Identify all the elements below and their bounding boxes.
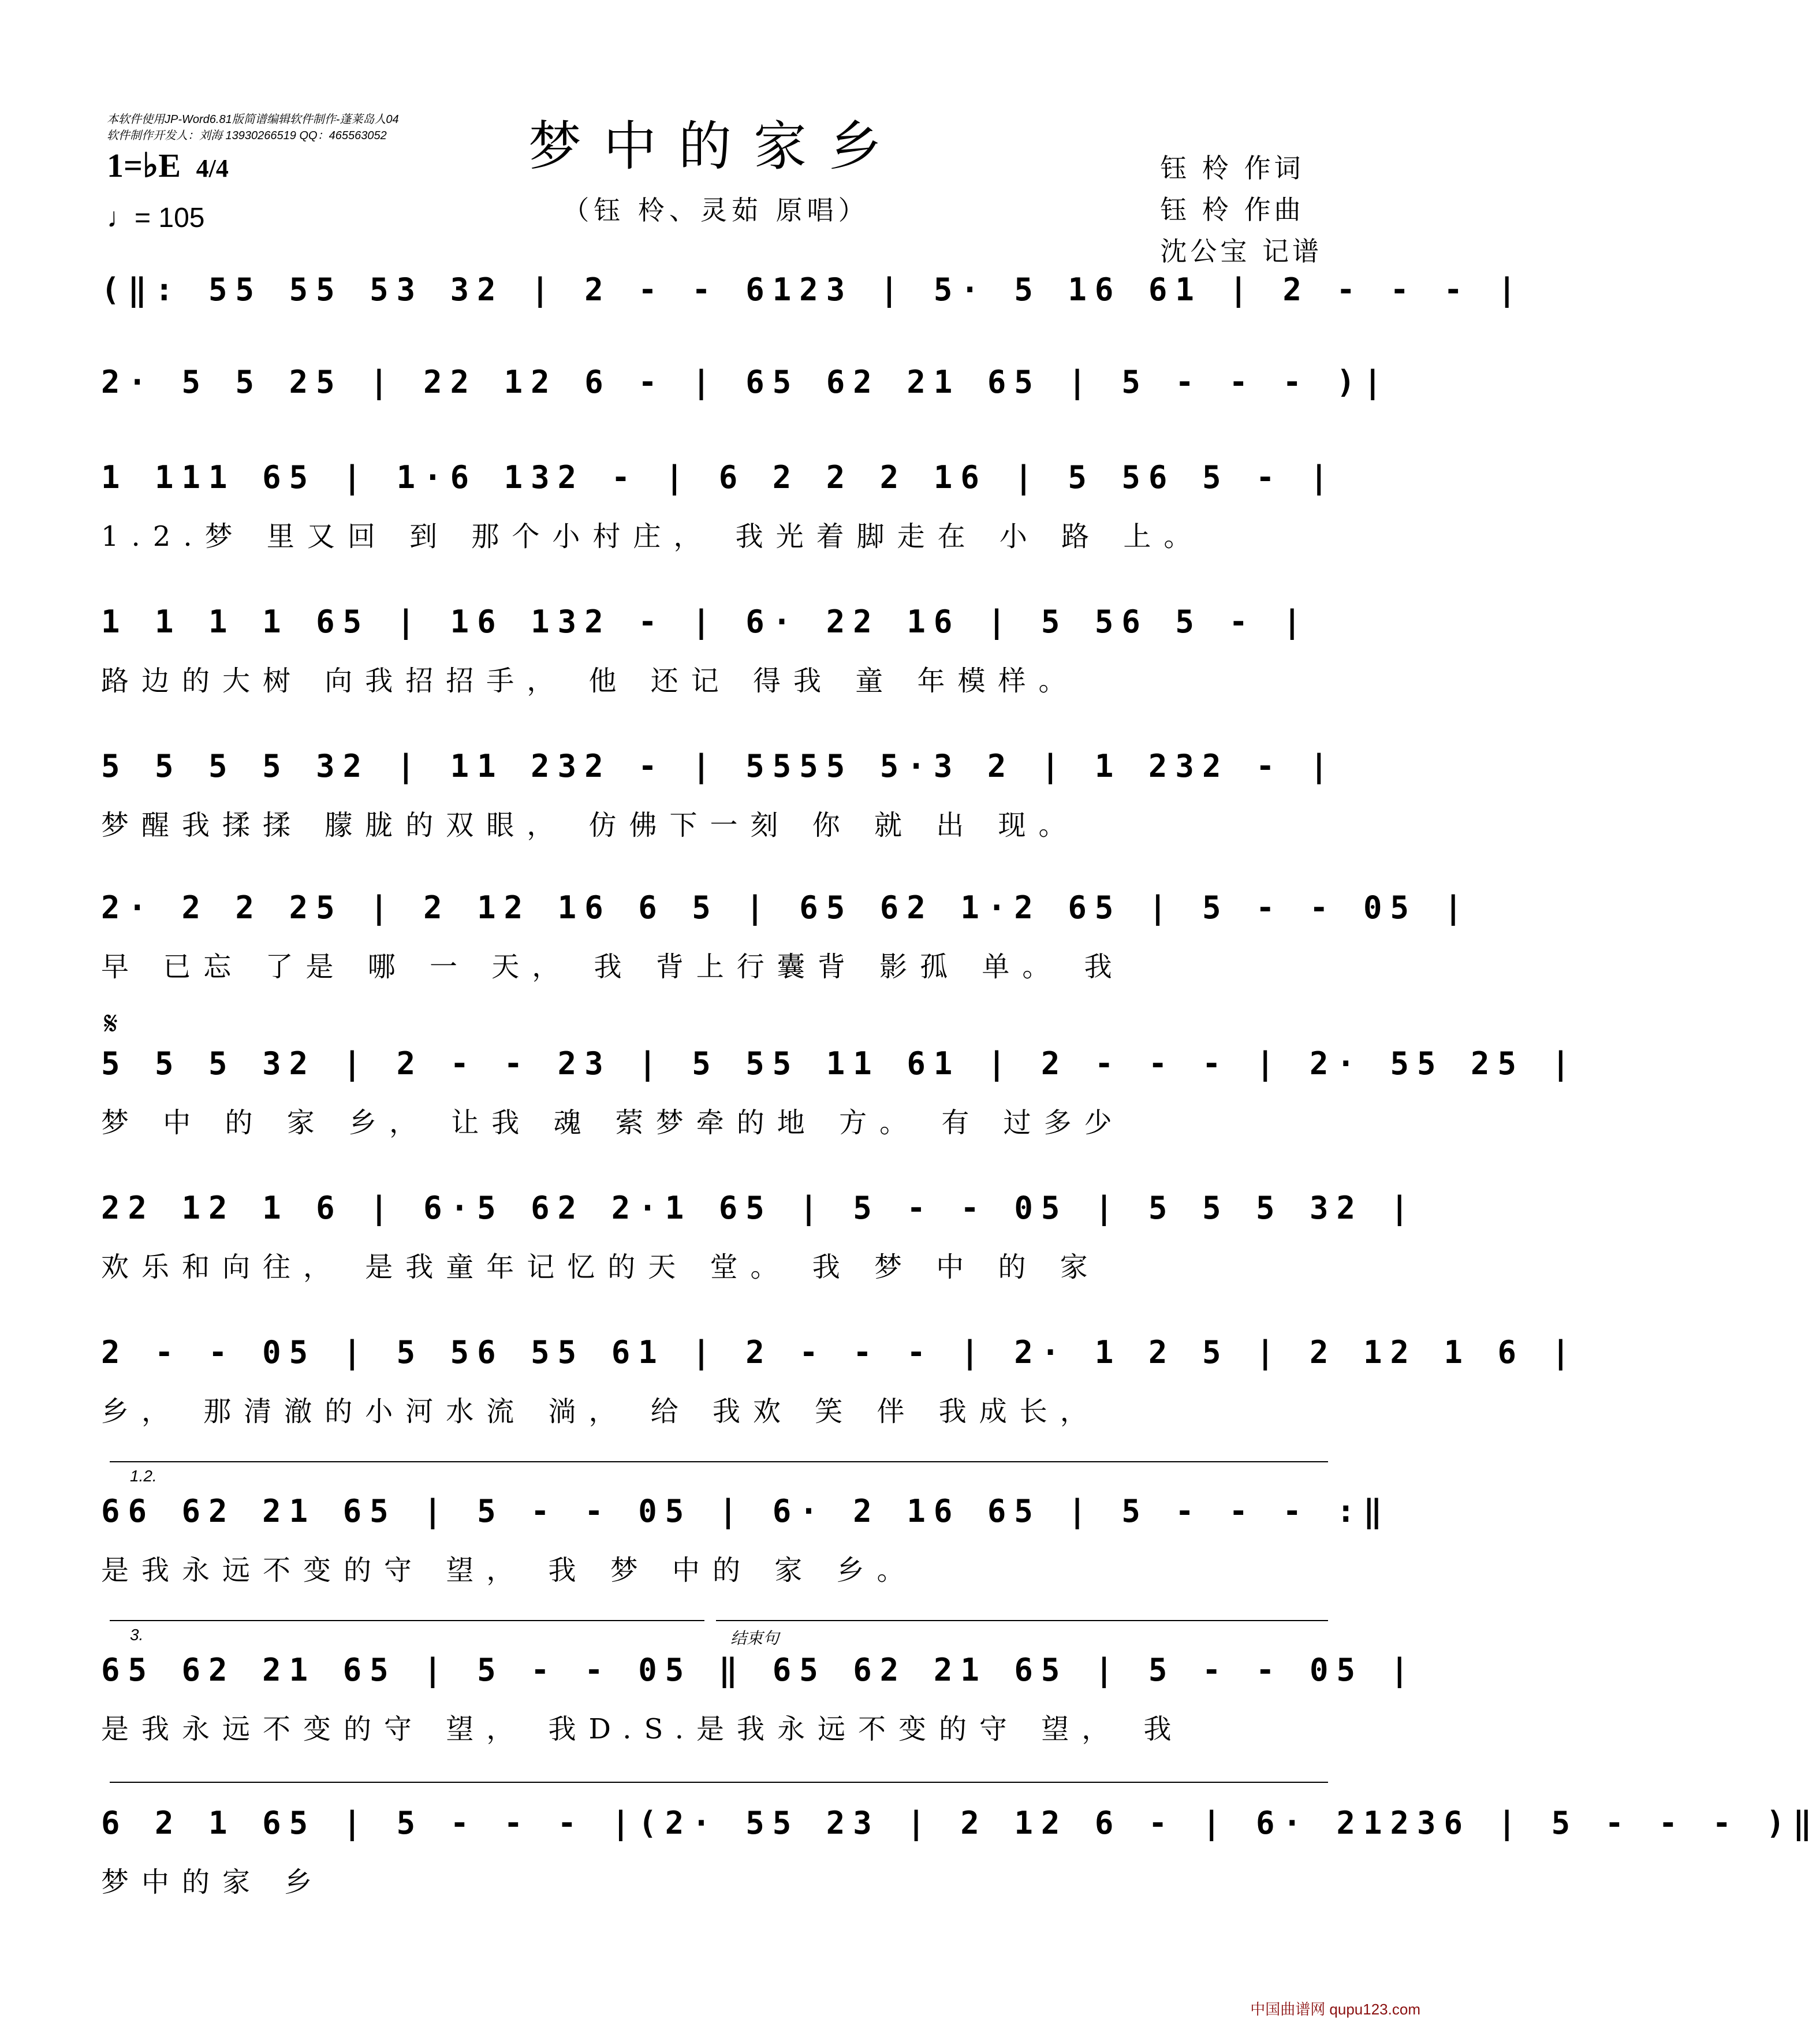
composer: 钰 柃 作曲: [1160, 194, 1304, 225]
notation: 6 2 1 65 | 5 - - - |(2· 55 23 | 2 12 6 - | 6· 21236 | 5 - - - )‖: [101, 1805, 1820, 1841]
lyric-line: 1.2.梦 里又回 到 那个小村庄， 我光着脚走在 小 路 上。: [101, 520, 1204, 553]
lyric-line: 梦醒我揉揉 朦胧的双眼， 仿佛下一刻 你 就 出 现。: [101, 809, 1079, 841]
notation: 5 5 5 5 32 | 11 232 - | 5555 5·3 2 | 1 232 - |: [101, 748, 1337, 784]
lyric-line: 乡， 那清澈的小河水流 淌， 给 我欢 笑 伴 我成长，: [101, 1395, 1101, 1428]
ending-label: 结束句: [730, 1629, 780, 1647]
song-title: 梦中的家乡: [528, 116, 904, 177]
score-line-10: [101, 1493, 1390, 1597]
lyric-line: 早 已忘 了是 哪 一 天， 我 背上行囊背 影孤 单。 我: [101, 951, 1125, 983]
ending-bracket: [716, 1620, 1328, 1621]
lyric-line: 梦中的家 乡: [101, 1866, 325, 1898]
volta-12-label: 1.2.: [130, 1467, 157, 1485]
score-line-5: [101, 748, 1337, 852]
notation: 5 5 5 32 | 2 - - 23 | 5 55 11 61 | 2 - - - | 2· 55 25 |: [101, 1045, 1579, 1082]
closing-bracket: [110, 1782, 1328, 1783]
notation: 2 - - 05 | 5 56 55 61 | 2 - - - | 2· 1 2 5 | 2 12 1 6 |: [101, 1334, 1579, 1370]
lyricist: 钰 柃 作词: [1160, 152, 1304, 184]
lyric-line: 欢乐和向往， 是我童年记忆的天 堂。 我 梦 中 的 家: [101, 1251, 1101, 1283]
notation: 1 111 65 | 1·6 132 - | 6 2 2 2 16 | 5 56 5 - |: [101, 459, 1337, 496]
key-signature: [107, 146, 229, 185]
score-line-4: [101, 604, 1331, 707]
lyric-line: 梦 中 的 家 乡， 让我 魂 萦梦牵的地 方。 有 过多少: [101, 1107, 1125, 1139]
time-signature: 4/4: [196, 154, 229, 183]
volta-3-label: 3.: [130, 1626, 144, 1644]
notation: 2· 2 2 25 | 2 12 16 6 5 | 65 62 1·2 65 | 5 - - 05 |: [101, 889, 1471, 926]
score-line-12: [101, 1805, 1820, 1909]
key-label: 1=♭E: [107, 147, 181, 184]
notation: 22 12 1 6 | 6·5 62 2·1 65 | 5 - - 05 | 5 5 5 32 |: [101, 1190, 1418, 1226]
notation: 1 1 1 1 65 | 16 132 - | 6· 22 16 | 5 56 5 - |: [101, 604, 1310, 640]
song-subtitle: （钰 柃、灵茹 原唱）: [562, 195, 870, 226]
lyric-line: 是我永远不变的守 望， 我D.S.是我永远不变的守 望， 我: [101, 1713, 1184, 1745]
score-line-1: [101, 271, 1525, 335]
authors-block: [1160, 147, 1322, 272]
watermark-logo: 中国曲谱网 qupu123.com: [1250, 2001, 1420, 2018]
volta-bracket-12: [110, 1461, 1328, 1462]
score-line-6: [101, 889, 1471, 993]
software-credit-line1: 本软件使用JP-Word6.81版简谱编辑软件制作-蓬莱岛人04: [107, 113, 399, 126]
score-line-2: [101, 364, 1390, 427]
transcriber: 沈公宝 记谱: [1160, 236, 1322, 267]
segno-icon: 𝄋: [104, 1005, 118, 1042]
score-line-3: [101, 459, 1337, 563]
notation: (‖: 55 55 53 32 | 2 - - 6123 | 5· 5 16 61 | 2 - - - |: [101, 271, 1525, 308]
lyric-line: 是我永远不变的守 望， 我 梦 中的 家 乡。: [101, 1554, 918, 1586]
volta-bracket-3: [110, 1620, 704, 1621]
lyric-line: 路边的大树 向我招招手， 他 还记 得我 童 年模样。: [101, 665, 1079, 697]
notation: 66 62 21 65 | 5 - - 05 | 6· 2 16 65 | 5 - - - :‖: [101, 1493, 1390, 1529]
software-credit-line2: 软件制作开发人：刘海 13930266519 QQ：465563052: [107, 129, 387, 142]
notation: 2· 5 5 25 | 22 12 6 - | 65 62 21 65 | 5 - - - )|: [101, 364, 1390, 400]
score-line-11: [101, 1652, 1418, 1756]
tempo-marking: ♩= 105: [107, 203, 205, 233]
score-line-7: [101, 1045, 1579, 1149]
score-line-8: [101, 1190, 1418, 1294]
score-line-9: [101, 1334, 1579, 1438]
notation: 65 62 21 65 | 5 - - 05 ‖ 65 62 21 65 | 5 - - 05 |: [101, 1652, 1418, 1688]
